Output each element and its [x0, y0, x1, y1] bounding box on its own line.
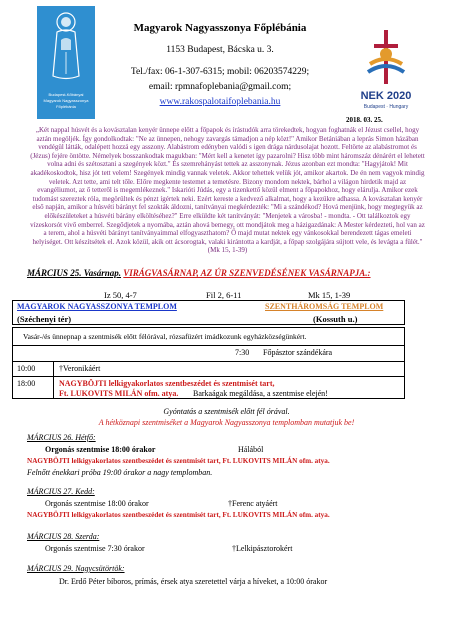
thursday-text: Dr. Erdő Péter bíboros, prímás, érsek atya szeretettel várja a híveket, a 10:00 órakor	[59, 577, 328, 586]
schedule-time-1: 7:30	[235, 348, 250, 357]
sunday-heading	[27, 268, 422, 278]
churches-box	[12, 300, 405, 325]
tuesday-mass: Orgonás szentmise 18:00 órakor	[45, 499, 149, 508]
schedule-text-2: †Veronikáért	[59, 364, 101, 373]
nek-2020-logo	[356, 24, 416, 114]
logo-text-1: Budapest-Kőbányai	[48, 92, 84, 97]
day-monday: MÁRCIUS 26. Hétfő:	[27, 433, 96, 442]
tuesday-intent: †Ferenc atyáért	[228, 499, 278, 508]
monday-choir: Felnőtt énekkari próba 19:00 órakor a nagy templomban.	[27, 468, 213, 477]
sunday-feast: VIRÁGVASÁRNAP, AZ ÚR SZENVEDÉSÉNEK VASÁRNAPJA.:	[123, 268, 371, 278]
schedule-time-2: 10:00	[17, 364, 36, 373]
schedule-text-1: Főpásztor szándékára	[263, 348, 333, 357]
weekday-note: A hétköznapi szentmiséket a Magyarok Nagyasszonya templomban mutatjuk be!	[98, 418, 355, 427]
wednesday-mass: Orgonás szentmise 7:30 órakor	[45, 544, 145, 553]
monday-intent: Hálából	[238, 445, 264, 454]
gospel-passage	[30, 126, 425, 255]
confession-note: Gyóntatás a szentmisék előtt fél órával.	[163, 407, 290, 416]
monday-mass: Orgonás szentmise 18:00 órakor	[45, 445, 156, 454]
parish-title: Magyarok Nagyasszonya Főplébánia	[133, 22, 307, 34]
parish-website-link[interactable]: www.rakospalotaifoplebania.hu	[159, 97, 281, 107]
sunday-day: MÁRCIUS 25. Vasárnap.	[27, 268, 122, 278]
wednesday-intent: †Lelkipásztorokért	[232, 544, 293, 553]
church-left-name: MAGYAROK NAGYASSZONYA TEMPLOM	[17, 302, 177, 311]
madonna-icon	[37, 6, 95, 84]
schedule-red-line-1: NAGYBÖJTI lelkigyakorlatos szentbeszédet és szentmisét tart,	[59, 379, 275, 388]
monday-retreat: NAGYBÖJTI lelkigyakorlatos szentbeszédet és szentmisét tart, Ft. LUKOVITS MILÁN ofm. atya.	[27, 457, 330, 465]
reading-second: Fil 2, 6-11	[206, 290, 242, 300]
logo-text-2: Magyarok Nagyasszonya	[43, 98, 89, 103]
sunday-schedule	[12, 327, 405, 399]
tuesday-retreat: NAGYBÖJTI lelkigyakorlatos szentbeszédet és szentmisét tart, Ft. LUKOVITS MILÁN ofm. atya.	[27, 511, 330, 519]
cross-icon	[356, 24, 416, 90]
bulletin-date: 2018. 03. 25.	[346, 116, 383, 124]
parish-address: 1153 Budapest, Bácska u. 3.	[166, 45, 274, 55]
parish-phone: Tel./fax: 06-1-307-6315; mobil: 06203574229;	[130, 67, 310, 77]
gospel-text: „Két nappal húsvét és a kovásztalan kenyér ünnepe előtt a főpapok és írástudók arra törekedtek, hogyan foghatnák el Jézust csellel, hogy aztán megöljék. Így gondolkodtak: "Ne az ünnepen, nehogy zavargás támadjon a nép közt!" Amikor Betániában a leprás Simon házában vendégül látták, odalépett hozzá egy asszony. Alabástrom edényben valódi s igen drága nárdusolajat hozott. Feltörte az alabástromot és (Jézus) fejére öntötte. Némelyek bosszankodtak magukban: "Mért kell a kenetet így pazarolni? Hisz több mint háromszáz dénárért el lehetett volna adni és szétosztani a szegények közt." És szemrehányást tettek az asszonynak. Jézus azonban ezt mondta: "Hagyjátok! Mit akadékoskodtok, hisz jót tett velem! Szegények mindig vannak veletek. Akkor tehettek velük jót, amikor akartok. De én nem vagyok mindig veletek. Azt tette, ami telt tőle. Előre megkente testemet a temetésre. Bizony mondom nektek, bárhol a világon hirdetik majd az evangéliumot, az ő tetteről is megemlékeznek." Iskarióti Júdás, egy a tizenkettő közül elment a főpapokhoz, hogy elárulja. Amikor ezek tudomást szereztek róla, megörültek és pénzt ígértek neki. Ezért kereste a kedvező alkalmat, hogy a kezükre adhassa. A kovásztalan kenyér első napján, amikor a húsvéti bárányt fel szokták áldozni, tanítványai megkérdezték: "Mi a szándékod? Hová menjünk, hogy megtegyük az előkészületeket a húsvéti bárány elköltéséhez?" Erre elküldte két tanítványát: "Menjetek a városba! - mondta. - Ott találkoztok egy vízeskorsót vivő emberrel. Szegődjetek a nyomába, aztán ahová bemegy, ott mondjátok meg a házigazdának: A Mester kérdezteti, hol van az a terem, ahol a húsvéti bárányt tanítványaimmal elfogyaszthatom? Ő majd mutat nektek egy vánkosokkal berendezett tágas emeleti helyiséget. Ott készítsétek el. Azok közül, akik ott ácsorogtak, valaki kirántotta a kardját, a főpap szolgájára sújtott vele, és levágta a fülét."	[30, 126, 425, 246]
reading-first: Iz 50, 4-7	[104, 290, 137, 300]
reading-gospel: Mk 15, 1-39	[308, 290, 351, 300]
parish-logo	[37, 6, 95, 119]
logo-text-3: Főplébánia	[56, 104, 76, 109]
church-right-name: SZENTHÁROMSÁG TEMPLOM	[265, 302, 384, 311]
schedule-red-line-2: Ft. LUKOVITS MILÁN ofm. atya.	[59, 389, 179, 398]
schedule-time-3: 18:00	[17, 379, 36, 388]
nek-sub: Budapest · Hungary	[363, 104, 409, 110]
rosary-note: Vasár-/és ünnepnap a szentmisék előtt félórával, rózsafüzért imádkozunk egyházközségünkért.	[23, 332, 307, 341]
day-thursday: MÁRCIUS 29. Nagycsütörtök:	[27, 564, 125, 573]
parish-email: email: rpmnafoplebania@gmail.com;	[148, 82, 292, 92]
day-wednesday: MÁRCIUS 28. Szerda:	[27, 532, 100, 541]
schedule-blessing: Barkaágak megáldása, a szentmise elején!	[193, 389, 328, 398]
day-tuesday: MÁRCIUS 27. Kedd:	[27, 487, 95, 496]
church-left-place: (Széchenyi tér)	[17, 314, 72, 324]
nek-title: NEK 2020	[360, 90, 412, 102]
church-right-place: (Kossuth u.)	[313, 314, 358, 324]
gospel-reference: (Mk 15, 1-39)	[207, 246, 248, 255]
